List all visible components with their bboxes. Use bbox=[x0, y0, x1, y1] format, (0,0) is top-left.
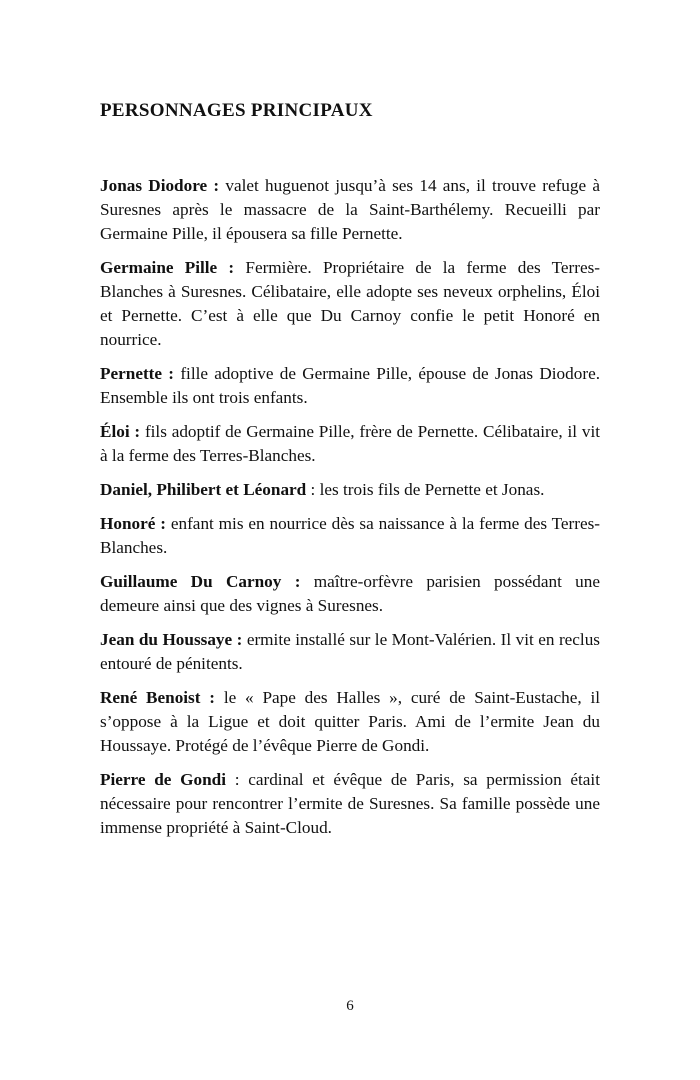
page-number: 6 bbox=[346, 998, 354, 1014]
character-description: Fermière. Propriétaire de la ferme des Terres-Blanches à Suresnes. Célibataire, elle adopte ses neveux orphelins, Éloi et Pernette. C’est à elle que Du Carnoy confie le petit Honoré en nourrice. bbox=[100, 258, 600, 349]
character-entry-sons bbox=[100, 478, 600, 502]
character-description: valet huguenot jusqu’à ses 14 ans, il trouve refuge à Suresnes après le massacre de la Saint-Barthélemy. Recueilli par Germaine Pille, il épousera sa fille Pernette. bbox=[100, 176, 600, 243]
character-entry-guillaume-du-carnoy bbox=[100, 570, 600, 618]
character-entry-jonas-diodore bbox=[100, 174, 600, 246]
character-name: Daniel, Philibert et Léonard bbox=[100, 480, 307, 499]
character-list bbox=[100, 174, 600, 850]
character-name: Pernette : bbox=[100, 364, 175, 383]
character-name: Germaine Pille : bbox=[100, 258, 235, 277]
character-description: fille adoptive de Germaine Pille, épouse de Jonas Diodore. Ensemble ils ont trois enfants. bbox=[100, 364, 600, 407]
page-title: PERSONNAGES PRINCIPAUX bbox=[100, 100, 373, 121]
character-name: Jean du Houssaye : bbox=[100, 630, 243, 649]
character-entry-eloi bbox=[100, 420, 600, 468]
character-description: : les trois fils de Pernette et Jonas. bbox=[306, 480, 545, 499]
character-name: Jonas Diodore : bbox=[100, 176, 220, 195]
character-name: Honoré : bbox=[100, 514, 166, 533]
character-entry-jean-du-houssaye bbox=[100, 628, 600, 676]
character-name: Pierre de Gondi bbox=[100, 770, 226, 789]
character-entry-pierre-de-gondi bbox=[100, 768, 600, 840]
character-entry-pernette bbox=[100, 362, 600, 410]
character-description: fils adoptif de Germaine Pille, frère de Pernette. Célibataire, il vit à la ferme des Terres-Blanches. bbox=[100, 422, 600, 465]
character-description: enfant mis en nourrice dès sa naissance à la ferme des Terres-Blanches. bbox=[100, 514, 600, 557]
character-name: Éloi : bbox=[100, 422, 141, 441]
character-description: le « Pape des Halles », curé de Saint-Eustache, il s’oppose à la Ligue et doit quitter Paris. Ami de l’ermite Jean du Houssaye. Protégé de l’évêque Pierre de Gondi. bbox=[100, 688, 600, 755]
character-description: : cardinal et évêque de Paris, sa permission était nécessaire pour rencontrer l’ermite de Suresnes. Sa famille possède une immense propriété à Saint-Cloud. bbox=[100, 770, 600, 837]
character-entry-rene-benoist bbox=[100, 686, 600, 758]
character-entry-germaine-pille bbox=[100, 256, 600, 352]
character-description: maître-orfèvre parisien possédant une demeure ainsi que des vignes à Suresnes. bbox=[100, 572, 600, 615]
character-description: ermite installé sur le Mont-Valérien. Il vit en reclus entouré de pénitents. bbox=[100, 630, 600, 673]
character-entry-honore bbox=[100, 512, 600, 560]
character-name: Guillaume Du Carnoy : bbox=[100, 572, 301, 591]
character-name: René Benoist : bbox=[100, 688, 216, 707]
